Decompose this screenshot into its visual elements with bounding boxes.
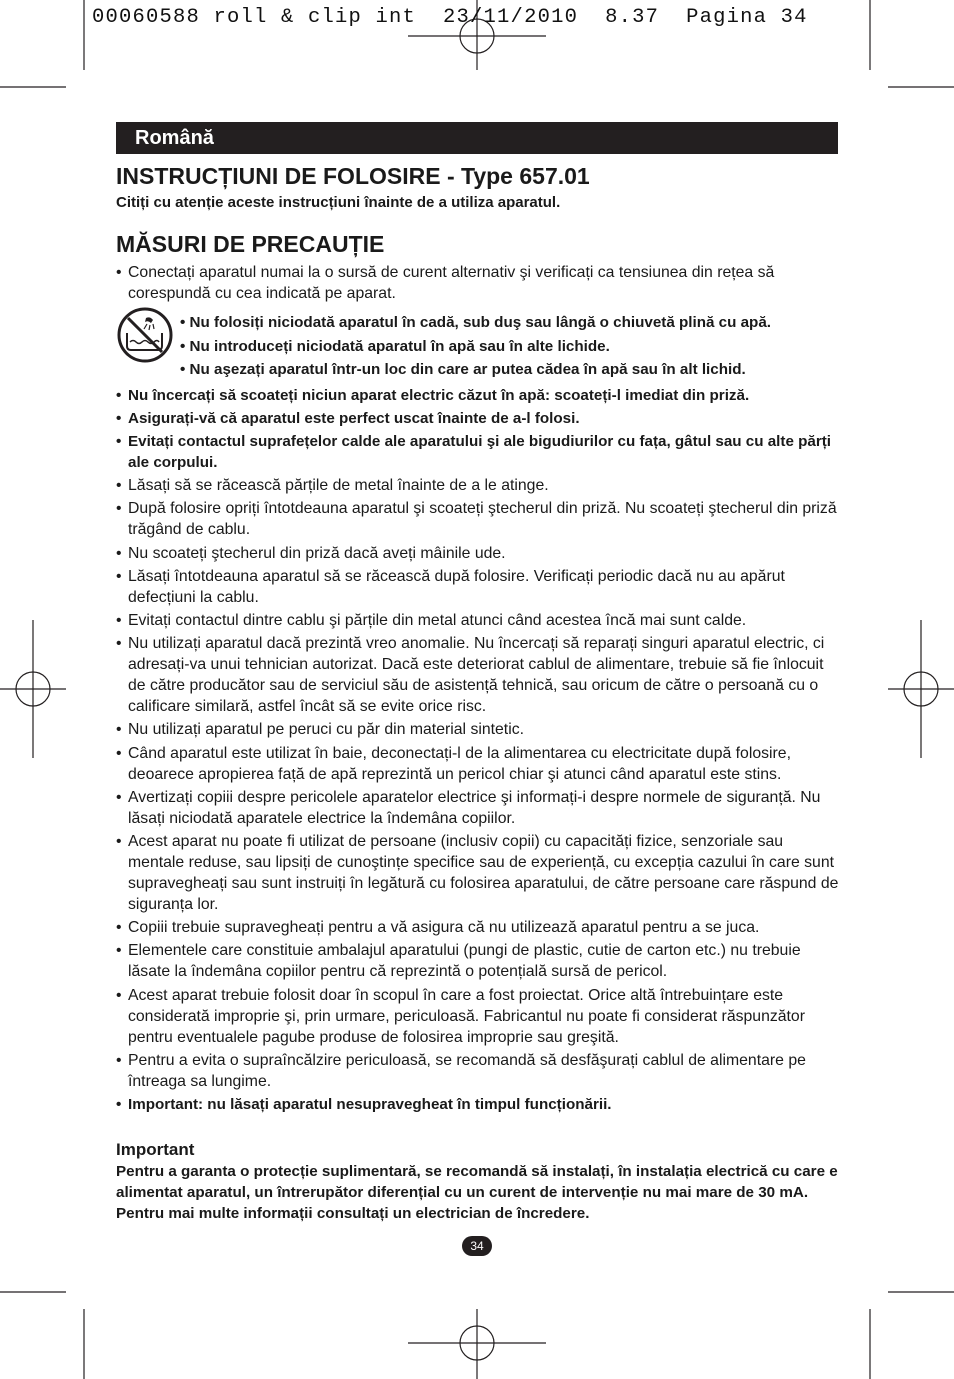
intro-text: Citiți cu atenție aceste instrucțiuni înainte de a utiliza aparatul.	[116, 194, 561, 211]
list-item: • Elementele care constituie ambalajul aparatului (pungi de plastic, cutie de carton etc.) nu trebuie lăsate la îndemâna copiilor pentru că reprezintă o potențială sursă de pericol.	[116, 940, 840, 982]
list-item: • Nu scoateți ştecherul din priză dacă aveți mâinile ude.	[116, 543, 840, 564]
important-heading: Important	[116, 1139, 195, 1159]
print-slug: 00060588 roll & clip int 23/11/2010 8.37 Pagina 34	[92, 6, 808, 29]
list-item: • Asigurați-vă că aparatul este perfect uscat înainte de a-l folosi.	[116, 408, 840, 429]
list-item: • Nu încercați să scoateți niciun aparat electric căzut în apă: scoateți-l imediat din priză.	[116, 385, 840, 406]
list-item: • Copiii trebuie supravegheați pentru a vă asigura că nu utilizează aparatul pentru a se juca.	[116, 917, 840, 938]
page-title: INSTRUCȚIUNI DE FOLOSIRE - Type 657.01	[116, 163, 590, 189]
list-item: • Când aparatul este utilizat în baie, deconectați-l de la alimentarea cu electricitate după folosire, deoarece apropierea față de apă reprezintă un pericol chiar şi atunci când aparatul este stins.	[116, 743, 840, 785]
page-number-badge: 34	[462, 1236, 492, 1256]
important-text: Pentru a garanta o protecție suplimentară, se recomandă să instalați, în instalația electrică cu care e alimentat aparatul, un întrerupător diferențial cu un curent de intervenție nu mai mare de 30 mA. Pentru mai multe informații consultați un electrician de încredere.	[116, 1162, 838, 1222]
list-item: • După folosire opriți întotdeauna aparatul şi scoateți ştecherul din priză. Nu scoateți ştecherul din priză trăgând de cablu.	[116, 498, 840, 540]
list-item: • Nu utilizați aparatul pe peruci cu păr din material sintetic.	[116, 719, 840, 740]
water-warning-1: • Nu folosiți niciodată aparatul în cadă, sub duş sau lângă o chiuvetă plină cu apă.	[180, 314, 771, 332]
list-item: • Lăsați să se răcească părțile de metal înainte de a le atinge.	[116, 475, 840, 496]
water-warning-block	[116, 306, 840, 382]
water-warning-2: • Nu introduceți niciodată aparatul în apă sau în alte lichide.	[180, 337, 610, 355]
precautions-heading: MĂSURI DE PRECAUȚIE	[116, 231, 385, 257]
list-item: • Lăsați întotdeauna aparatul să se răcească după folosire. Verificați periodic dacă nu au apărut defecțiuni la cablu.	[116, 566, 840, 608]
list-item: • Important: nu lăsați aparatul nesupravegheat în timpul funcționării.	[116, 1094, 840, 1115]
precautions-list-top	[116, 262, 840, 304]
water-warning-lines	[180, 306, 771, 382]
list-item: • Acest aparat trebuie folosit doar în scopul în care a fost proiectat. Orice altă întrebuințare este considerată improprie şi, prin urmare, periculoasă. Fabricantul nu poate fi considerat răspunzător pentru eventualele pagube produse de folosirea improprie sau greşită.	[116, 985, 840, 1048]
water-warning-3: • Nu aşezați aparatul într-un loc din care ar putea cădea în apă sau în alt lichid.	[180, 361, 746, 379]
list-item: • Acest aparat nu poate fi utilizat de persoane (inclusiv copii) cu capacități fizice, senzoriale sau mentale reduse, sau lipsiți de cunoştințe specifice sau de experiență, cu excepția cazului în care sunt supravegheați sau sunt instruiți în legătură cu folosirea aparatului, de către persoane care răspund de siguranța lor.	[116, 831, 840, 915]
precautions-list	[116, 385, 840, 1115]
list-item: • Avertizați copiii despre pericolele aparatelor electrice şi informați-i despre normele de siguranță. Nu lăsați niciodată aparatele electrice la îndemâna copiilor.	[116, 787, 840, 829]
list-item: • Evitați contactul suprafețelor calde ale aparatului şi ale bigudiurilor cu fața, gâtul sau cu alte părți ale corpului.	[116, 431, 840, 473]
list-item: • Pentru a evita o supraîncălzire periculoasă, se recomandă să desfăşurați cablul de alimentare pe întreaga sa lungime.	[116, 1050, 840, 1092]
no-water-bath-warning-icon	[116, 306, 174, 364]
instructions-content	[116, 162, 840, 1224]
list-item: • Nu utilizați aparatul dacă prezintă vreo anomalie. Nu încercați să reparați singuri aparatul electric, ci adresați-va unui tehnician autorizat. Dacă este deteriorat cablul de alimentare, trebuie să fie înlocuit de către producător sau de serviciul său de asistență tehnică, sau oricum de către o persoană cu o calificare similară, astfel încât să se evite orice risc.	[116, 633, 840, 717]
list-item: • Evitați contactul dintre cablu şi părțile din metal atunci când acestea încă mai sunt calde.	[116, 610, 840, 631]
language-bar: Română	[116, 122, 838, 154]
list-item: • Conectați aparatul numai la o sursă de curent alternativ şi verificați ca tensiunea din rețea să corespundă cu cea indicată pe aparat.	[116, 262, 840, 304]
